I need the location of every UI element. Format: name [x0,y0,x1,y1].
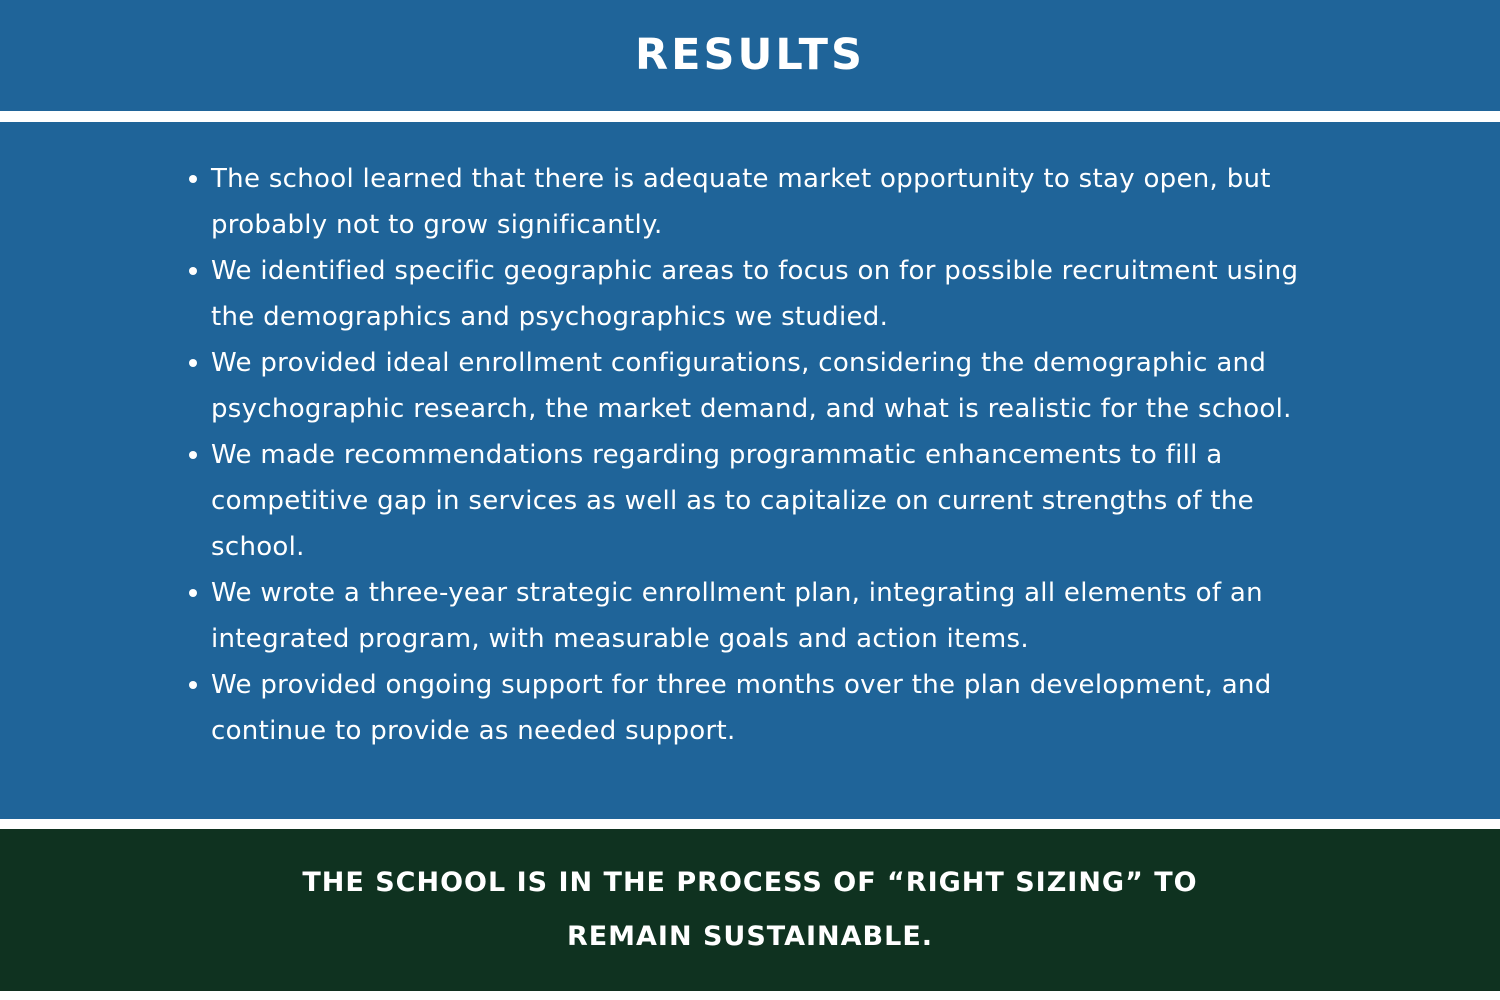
list-item: We identified specific geographic areas to focus on for possible recruitment using the demographics and psychographics we studied. [211,248,1341,340]
list-item: We made recommendations regarding programmatic enhancements to fill a competitive gap in services as well as to capitalize on current strengths of the school. [211,432,1341,570]
conclusion-banner [0,829,1500,991]
list-item: We wrote a three-year strategic enrollment plan, integrating all elements of an integrated program, with measurable goals and action items. [211,570,1341,662]
results-panel [0,122,1500,819]
list-item: We provided ideal enrollment configurations, considering the demographic and psychographic research, the market demand, and what is realistic for the school. [211,340,1341,432]
list-item: We provided ongoing support for three months over the plan development, and continue to provide as needed support. [211,662,1341,754]
results-header [0,0,1500,111]
page-title: RESULTS [635,30,865,80]
list-item: The school learned that there is adequate market opportunity to stay open, but probably not to grow significantly. [211,156,1341,248]
results-list [211,156,1341,754]
conclusion-text: THE SCHOOL IS IN THE PROCESS OF “RIGHT SIZING” TO REMAIN SUSTAINABLE. [302,867,1198,952]
